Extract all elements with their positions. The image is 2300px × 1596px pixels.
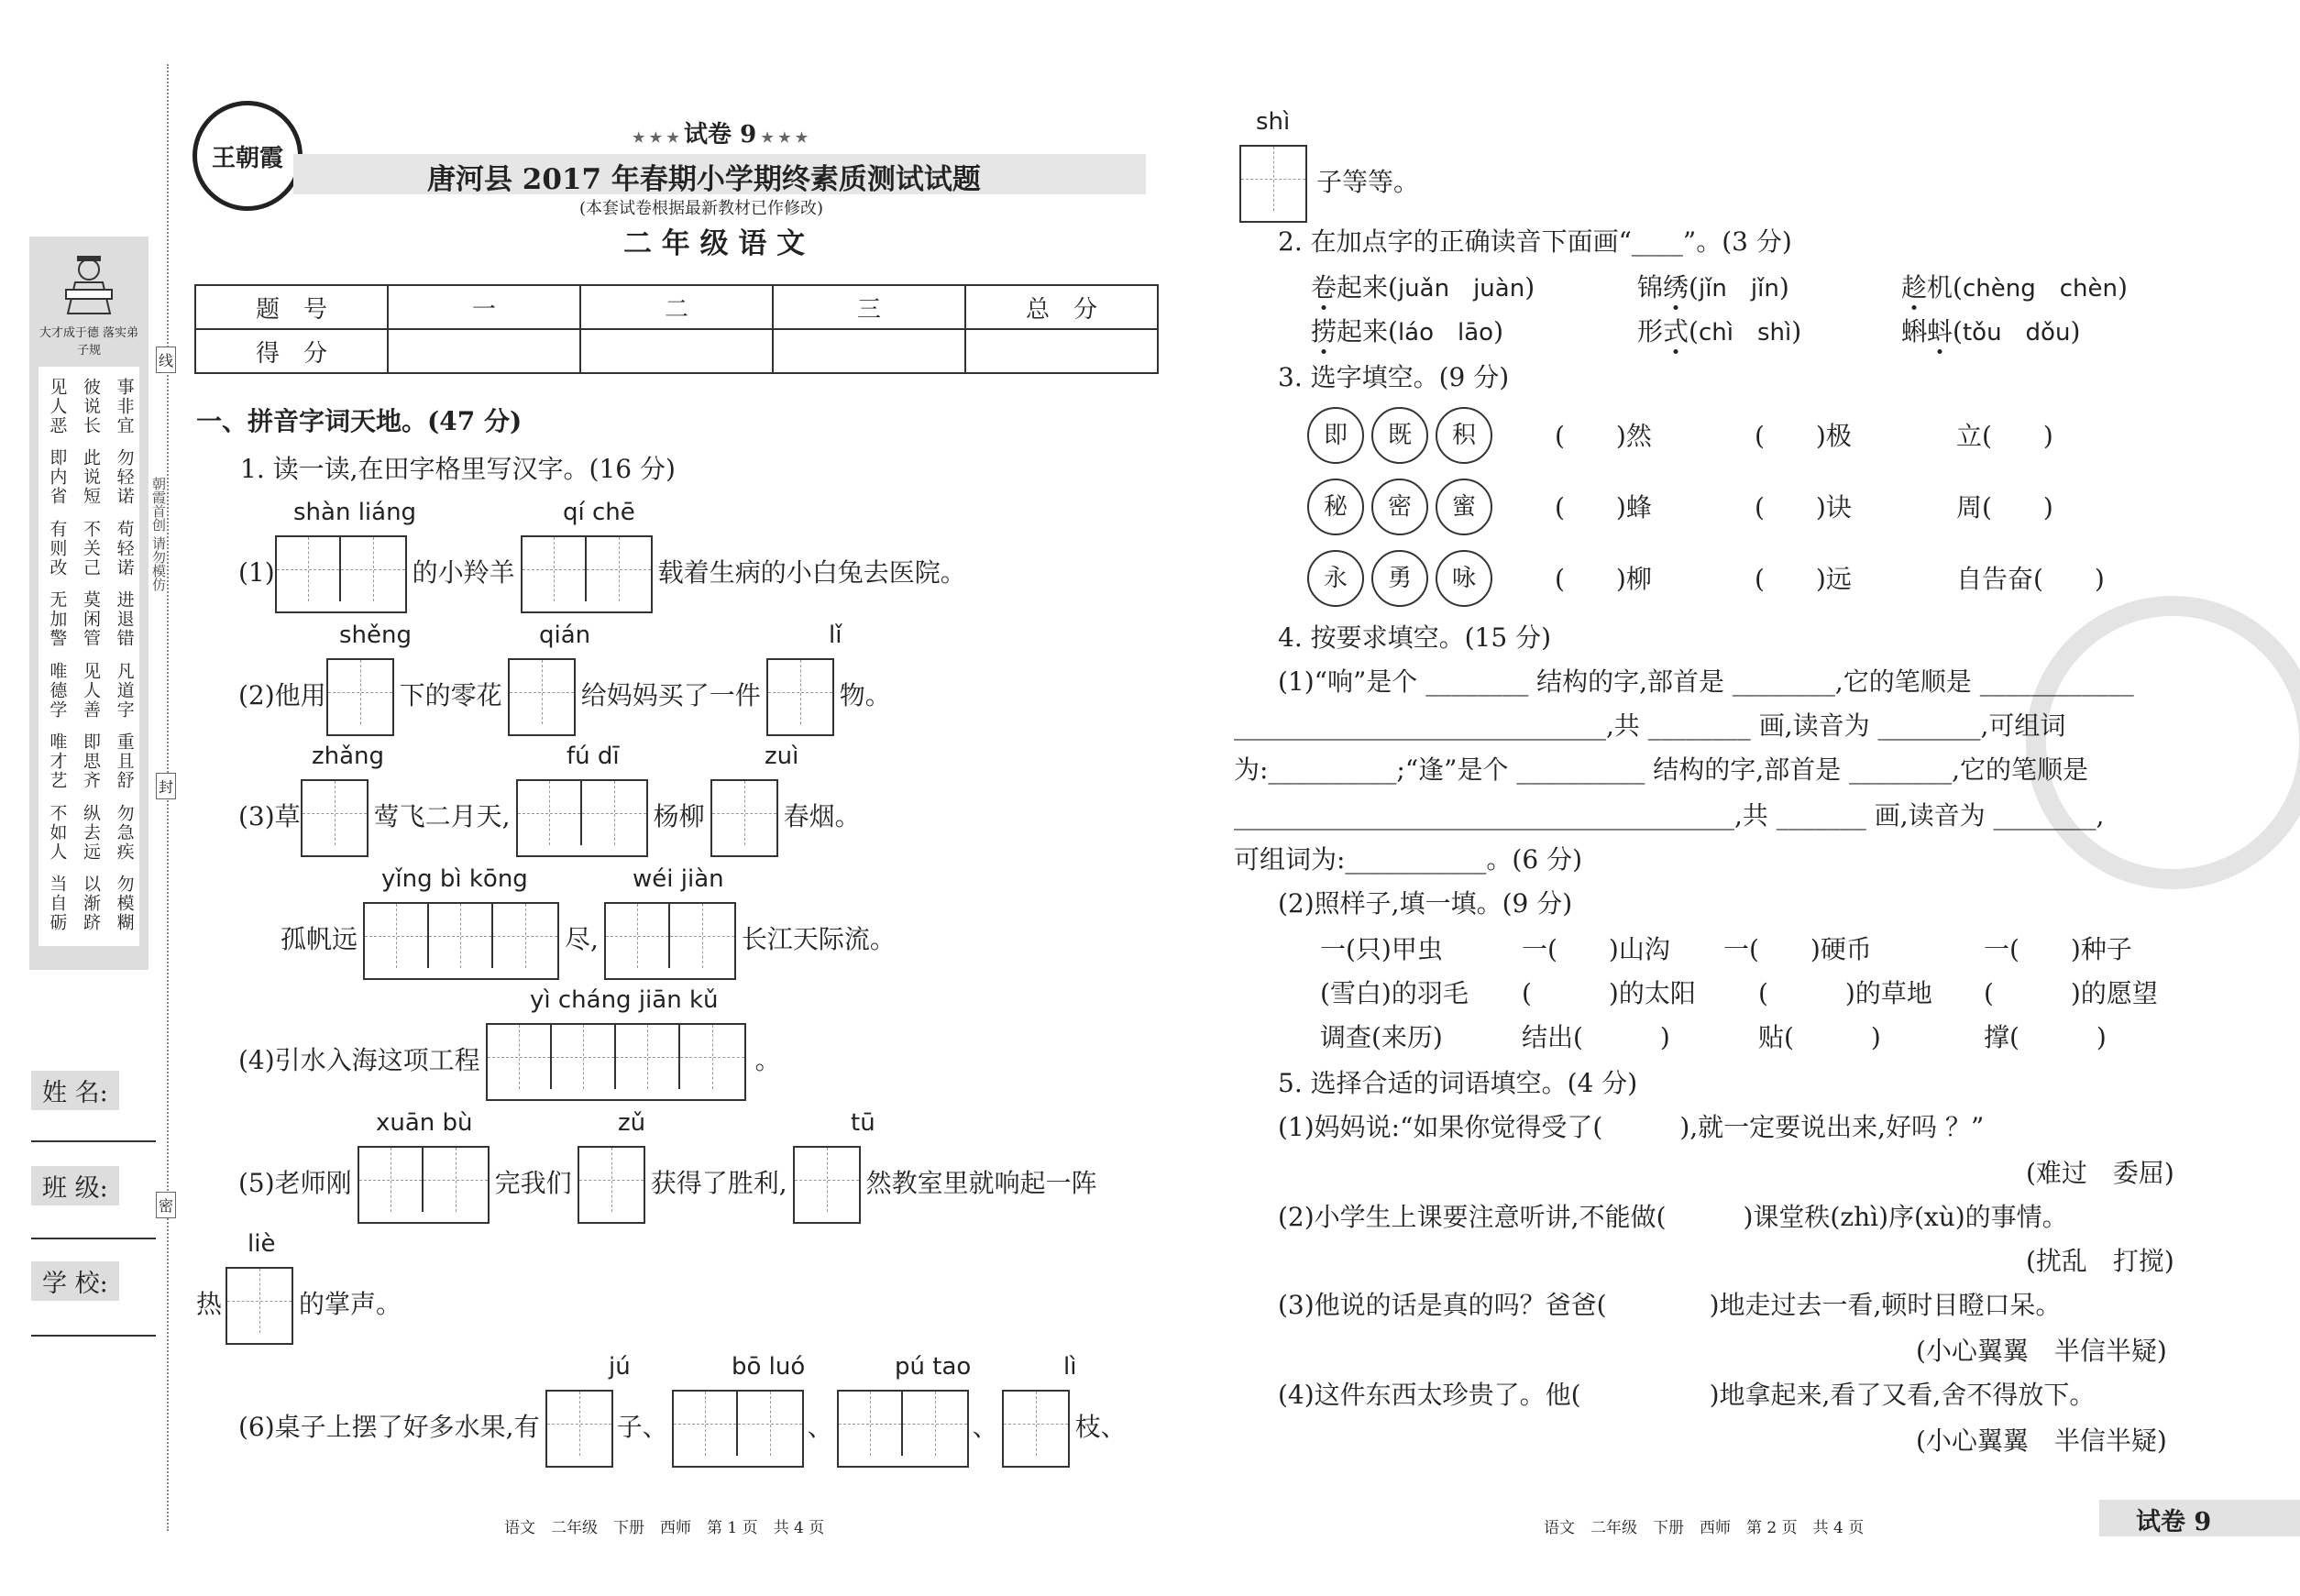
watermark-seal [2026,596,2300,889]
score-header-cell: 题 号 [195,285,388,329]
grade-subject: 二 年 级 语 文 [623,227,806,260]
question-text: 热 [196,1289,223,1319]
item-number: (4)引水入海这项工程 [238,1045,480,1075]
page-footer-right: 语文 二年级 下册 西师 第 2 页 共 4 页 [1544,1519,1865,1537]
pinyin: qí chē [563,499,635,526]
sidebar-poem [39,367,139,946]
tianzige-box[interactable] [508,658,576,736]
score-table-score-row [195,329,1158,373]
q2-option: 锦绣(jǐn jǐn) [1637,272,1789,303]
question-row [238,1390,1127,1468]
class-field[interactable] [31,1238,156,1239]
poem-line: 无加警 [47,590,68,648]
q2-option: 形式(chì shì) [1637,316,1802,347]
poem-line: 唯才艺 [47,732,68,790]
poem-line: 苟轻诺 [114,519,135,578]
pinyin: wéi jiàn [633,865,724,893]
tianzige-box[interactable] [710,779,778,857]
poem-line: 即思齐 [80,732,101,790]
q3-blank[interactable]: ( )然 [1555,421,1652,451]
tianzige-box[interactable] [521,535,653,613]
score-input-cell[interactable] [773,329,965,373]
tianzige-box[interactable] [326,658,394,736]
poem-line: 以渐跻 [80,875,101,932]
corner-badge: 试卷 9 [2136,1508,2212,1536]
poem-line: 莫闲管 [80,590,101,648]
tianzige-box[interactable] [793,1146,861,1224]
tianzige-box[interactable] [1239,145,1307,223]
q3-blank[interactable]: 自告奋( ) [1956,564,2105,594]
page-footer-left: 语文 二年级 下册 西师 第 1 页 共 4 页 [504,1519,825,1537]
char-option[interactable]: 即 [1307,407,1364,464]
score-table [194,284,1159,374]
q4-line[interactable]: _____________________________,共 ________ 画,读音为 ________,可组词 [1234,710,2066,741]
q2-option: 捞起来(láo lāo) [1311,316,1504,347]
item-number: (3)草 [238,801,301,831]
question-row [281,902,896,980]
char-option[interactable]: 蜜 [1436,479,1492,535]
q4-2-item[interactable]: 贴( ) [1758,1022,1881,1052]
tianzige-box[interactable] [301,779,369,857]
question-text: 载着生病的小白兔去医院。 [657,557,966,588]
question-text: 子等等。 [1316,167,1420,197]
item-number: (5)老师刚 [238,1168,352,1198]
pinyin: bō luó [732,1353,806,1381]
pinyin: fú dī [567,743,620,770]
q5-sentence[interactable]: (3)他说的话是真的吗？爸爸( )地走过去一看,顿时目瞪口呆。 [1278,1290,2062,1320]
tianzige-box[interactable] [486,1023,746,1101]
q4-2-item[interactable]: 撑( ) [1984,1022,2107,1052]
char-option[interactable]: 秘 [1307,479,1364,535]
q2-option: 蝌蚪(tǒu dǒu) [1901,316,2081,347]
question-text: 获得了胜利, [650,1168,787,1198]
q3-blank[interactable]: 立( ) [1956,421,2053,451]
char-option[interactable]: 勇 [1371,550,1428,607]
q3-heading: 3. 选字填空。(9 分) [1278,362,1510,392]
q5-choices: (难过 委屈) [2026,1158,2174,1188]
q4-line[interactable]: 可组词为:___________。(6 分) [1234,844,1582,875]
q3-blank[interactable]: ( )蜂 [1555,492,1652,523]
question-text: 下的零花 [399,680,502,710]
question-text: 尽, [565,924,599,954]
pinyin: pú tao [895,1353,972,1381]
security-stamp: 朝霞首创 请勿模仿 [150,477,167,591]
q4-2-item[interactable]: ( )的太阳 [1522,978,1696,1008]
question-text: 枝、 [1074,1412,1127,1442]
pinyin: liè [248,1230,276,1258]
score-header-cell: 一 [388,285,580,329]
cut-mark-seal: 封 [156,773,176,799]
tianzige-box[interactable] [358,1146,490,1224]
char-option[interactable]: 永 [1307,550,1364,607]
char-option[interactable]: 密 [1371,479,1428,535]
poem-line: 见人恶 [47,377,68,435]
score-table-header-row [195,285,1158,329]
char-option[interactable]: 积 [1436,407,1492,464]
tianzige-box[interactable] [672,1390,804,1468]
q4-2-heading: (2)照样子,填一填。(9 分) [1278,888,1573,919]
question-text: 然教室里就响起一阵 [865,1168,1097,1198]
q4-2-item[interactable]: 一( )种子 [1984,934,2132,964]
q4-2-item: (雪白)的羽毛 [1320,978,1469,1008]
poem-line: 唯德学 [47,661,68,720]
q5-choices: (小心翼翼 半信半疑) [1916,1336,2167,1366]
score-input-cell[interactable] [580,329,773,373]
pinyin: lì [1063,1353,1077,1381]
poem-line: 勿模糊 [114,875,135,932]
sidebar-motto-panel [29,237,149,970]
score-input-cell[interactable] [388,329,580,373]
question-text: 、 [972,1412,998,1442]
tianzige-box[interactable] [545,1390,613,1468]
question-row [238,1146,1097,1224]
question-text: 、 [807,1412,833,1442]
cut-mark-secret: 密 [156,1192,176,1218]
tianzige-box[interactable] [516,779,648,857]
section1-heading: 一、拼音字词天地。(47 分) [196,406,523,436]
q4-2-item: 一(只)甲虫 [1320,934,1443,964]
poem-line: 不关己 [80,519,101,578]
question-row [1239,145,1419,223]
question-text: 给妈妈买了一件 [580,680,761,710]
scholar-figure-icon [57,253,121,317]
q2-option: 卷起来(juǎn juàn) [1311,272,1535,303]
score-header-cell: 三 [773,285,965,329]
cut-mark-line: 线 [156,347,176,373]
question-text: 物。 [839,680,891,710]
score-label-cell: 得 分 [195,329,388,373]
poem-line: 勿急疾 [114,803,135,862]
q5-heading: 5. 选择合适的词语填空。(4 分) [1278,1068,1638,1098]
tianzige-box[interactable] [226,1267,293,1345]
poem-line: 勿轻诺 [114,448,135,506]
question-text: 。 [754,1045,781,1075]
question-row [238,779,861,857]
pinyin: zhǎng [312,743,385,770]
q4-2-item[interactable]: 结出( ) [1522,1022,1670,1052]
q5-sentence[interactable]: (2)小学生上课要注意听讲,不能做( )课堂秩(zhì)序(xù)的事情。 [1278,1202,2068,1232]
score-header-cell: 总 分 [965,285,1158,329]
question-text: 长江天际流。 [741,924,896,954]
tianzige-box[interactable] [275,535,407,613]
q1-heading: 1. 读一读,在田字格里写汉字。(16 分) [240,454,676,484]
pinyin: qián [539,622,591,649]
q5-choices: (扰乱 打搅) [2026,1246,2174,1276]
poem-line: 重且舒 [114,732,135,790]
pinyin: jú [609,1353,631,1381]
brand-logo-text: 王朝霞 [211,144,283,172]
pinyin: yǐng bì kōng [381,865,528,893]
pinyin: zuì [765,743,799,770]
q3-blank[interactable]: ( )极 [1755,421,1852,451]
question-row [238,535,966,613]
score-input-cell[interactable] [965,329,1158,373]
char-option[interactable]: 既 [1371,407,1428,464]
school-field[interactable] [31,1335,156,1337]
q4-2-item[interactable]: ( )的草地 [1758,978,1932,1008]
poem-line: 此说短 [80,448,101,506]
question-text: 完我们 [494,1168,572,1198]
pinyin: xuān bù [376,1109,473,1137]
poem-line: 凡道字 [114,661,135,720]
page-title: 唐河县 2017 年春期小学期终素质测试试题 [427,163,981,196]
paper-badge: ★ ★ ★ 试卷 9 ★ ★ ★ [633,121,809,149]
tianzige-box[interactable] [766,658,834,736]
q4-2-item: 调查(来历) [1320,1022,1443,1052]
q4-line[interactable]: _______________________________________,共 _______ 画,读音为 ________, [1234,800,2105,831]
char-option[interactable]: 咏 [1436,550,1492,607]
pinyin: shàn liáng [293,499,417,526]
item-number: (1) [238,557,275,588]
q2-heading: 2. 在加点字的正确读音下面画“____”。(3 分) [1278,226,1792,257]
q3-blank[interactable]: 周( ) [1956,492,2053,523]
poem-line: 即内省 [47,448,68,506]
brand-logo [193,101,303,211]
q3-blank[interactable]: ( )柳 [1555,564,1652,594]
item-number: (6)桌子上摆了好多水果,有 [238,1412,540,1442]
pinyin: yì cháng jiān kǔ [530,986,719,1014]
tianzige-box[interactable] [604,902,736,980]
name-field[interactable] [31,1140,156,1142]
question-text: 杨柳 [653,801,705,831]
pinyin: zǔ [618,1109,646,1137]
poem-line: 事非宜 [114,377,135,435]
pinyin: shěng [339,622,413,649]
tianzige-box[interactable] [363,902,559,980]
question-row [196,1267,402,1345]
poem-line: 见人善 [80,661,101,720]
q3-row [1307,407,1500,464]
score-header-cell: 二 [580,285,773,329]
poem-line: 纵去远 [80,803,101,862]
q4-heading: 4. 按要求填空。(15 分) [1278,622,1551,653]
question-text: 春烟。 [783,801,861,831]
poem-line: 彼说长 [80,377,101,435]
q2-option: 趁机(chèng chèn) [1901,272,2128,303]
tianzige-box[interactable] [837,1390,969,1468]
poem-line: 进退错 [114,590,135,648]
question-text: 孤帆远 [281,924,358,954]
q4-2-item[interactable]: 一( )山沟 [1522,934,1670,964]
question-row [238,658,891,736]
school-label: 学 校: [31,1261,119,1301]
item-number: (2)他用 [238,680,326,710]
question-text: 的掌声。 [299,1289,402,1319]
badge-stars-right: ★ ★ ★ [756,129,809,146]
name-label: 姓 名: [31,1071,119,1110]
poem-line: 当自砺 [47,875,68,932]
q4-2-item[interactable]: 一( )硬币 [1723,934,1872,964]
question-text: 子、 [616,1412,668,1442]
q4-line[interactable]: 为:__________;“逢”是个 __________ 结构的字,部首是 ________,它的笔顺是 [1234,754,2088,785]
question-text: 莺飞二月天, [373,801,511,831]
q4-2-item[interactable]: ( )的愿望 [1984,978,2158,1008]
q3-blank[interactable]: ( )诀 [1755,492,1852,523]
q5-choices: (小心翼翼 半信半疑) [1916,1425,2167,1456]
tianzige-box[interactable] [1002,1390,1070,1468]
pinyin: tū [851,1109,875,1137]
badge-stars-left: ★ ★ ★ [633,129,685,146]
tianzige-box[interactable] [578,1146,645,1224]
question-row [238,1023,781,1101]
q3-row [1307,479,1500,535]
q5-sentence[interactable]: (4)这件东西太珍贵了。他( )地拿起来,看了又看,舍不得放下。 [1278,1380,2096,1410]
class-label: 班 级: [31,1166,119,1205]
page-subtitle: (本套试卷根据最新教材已作修改) [579,199,824,218]
q3-row [1307,550,1500,607]
q5-sentence[interactable]: (1)妈妈说:“如果你觉得受了( ),就一定要说出来,好吗 ？” [1278,1112,1985,1142]
poem-line: 不如人 [47,803,68,862]
pinyin: shì [1256,108,1291,136]
pinyin: lǐ [829,622,842,649]
sidebar-motto: 大才成于德 落实弟子规 [39,326,139,358]
poem-line: 有则改 [47,519,68,578]
q4-line[interactable]: (1)“响”是个 ________ 结构的字,部首是 ________,它的笔顺是 ____________ [1278,666,2134,697]
question-text: 的小羚羊 [412,557,515,588]
q3-blank[interactable]: ( )远 [1755,564,1852,594]
